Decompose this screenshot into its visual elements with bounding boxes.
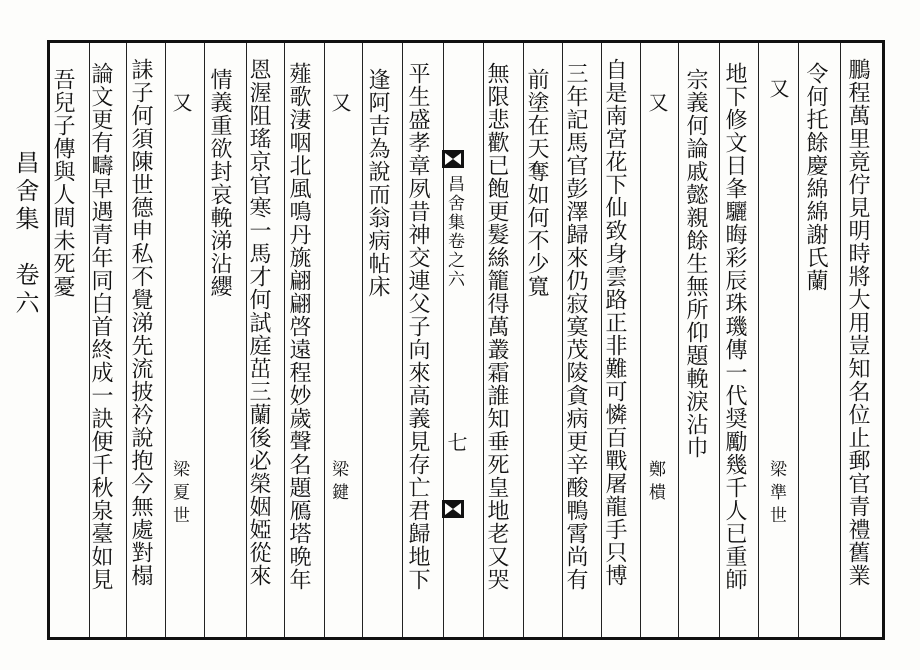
text-column: 無限悲歡已飽更髮絲籠得萬叢霜誰知垂死皇地老又哭	[484, 62, 509, 591]
page-frame	[47, 40, 885, 640]
column-rule	[324, 43, 325, 637]
text-column: 平生盛孝章夙昔神交連父子向來高義見存亡君歸地下	[405, 62, 430, 591]
column-rule	[840, 43, 841, 637]
column-rule	[165, 43, 166, 637]
text-column: 前塗在天奪如何不少寬	[524, 68, 549, 298]
column-rule	[204, 43, 205, 637]
poem-author: 梁夏世	[169, 460, 189, 529]
text-column: 恩渥阻瑤京官寒一馬才何試庭茁三蘭後必榮姻婭從來	[246, 58, 271, 587]
column-rule	[402, 43, 403, 637]
poem-author: 鄭樻	[645, 460, 665, 506]
text-column: 令何托餘慶綿綿謝氏蘭	[803, 62, 828, 292]
column-rule	[126, 43, 127, 637]
column-rule	[798, 43, 799, 637]
text-column: 誄子何須陳世德申私不覺涕先流披衿說抱今無處對榻	[128, 58, 153, 587]
margin-title: 昌舍集 卷六	[11, 150, 39, 318]
text-column: 自是南宮花下仙致身雲路正非難可憐百戰屠龍手只博	[602, 58, 627, 587]
text-column: 宗義何論戚懿親餘生無所仰題輓淚沾巾	[683, 68, 708, 459]
fishtail-top-icon	[442, 150, 464, 168]
text-column: 鵬程萬里竟佇見明時將大用豈知名位止郵官青禮舊業	[845, 58, 870, 587]
column-rule	[443, 43, 444, 637]
column-rule	[284, 43, 285, 637]
column-rule	[719, 43, 720, 637]
poem-heading: 又	[169, 92, 193, 112]
text-column: 情義重欲封哀輓涕沾纓	[207, 68, 232, 298]
column-rule	[640, 43, 641, 637]
text-column: 地下修文日夆驪晦彩辰珠璣傳一代奨勵幾千人已重師	[722, 62, 747, 591]
page-number: 七	[444, 432, 468, 452]
text-column: 逢阿吉為說而翁病帖床	[365, 68, 390, 298]
column-rule	[362, 43, 363, 637]
poem-heading: 又	[645, 92, 669, 112]
poem-heading: 又	[766, 78, 790, 98]
text-column: 吾兒子傳與人間未死憂	[50, 68, 75, 298]
center-title: 昌舍集卷之六	[444, 175, 464, 289]
text-column: 論文更有疇早遇青年同白首終成一訣便千秋泉臺如見	[88, 62, 113, 591]
poem-author: 梁鍵	[328, 460, 348, 506]
column-rule	[678, 43, 679, 637]
poem-heading: 又	[328, 92, 352, 112]
text-column: 薤歌淒咽北風鳴丹旐翩翩啓遠程妙歲聲名題鴈塔晩年	[286, 62, 311, 591]
poem-author: 梁準世	[766, 460, 786, 529]
column-rule	[758, 43, 759, 637]
text-column: 三年記馬官彭澤歸來仍寂寞茂陵貪病更辛酸鴨霄尚有	[563, 62, 588, 591]
fishtail-bottom-icon	[442, 500, 464, 518]
